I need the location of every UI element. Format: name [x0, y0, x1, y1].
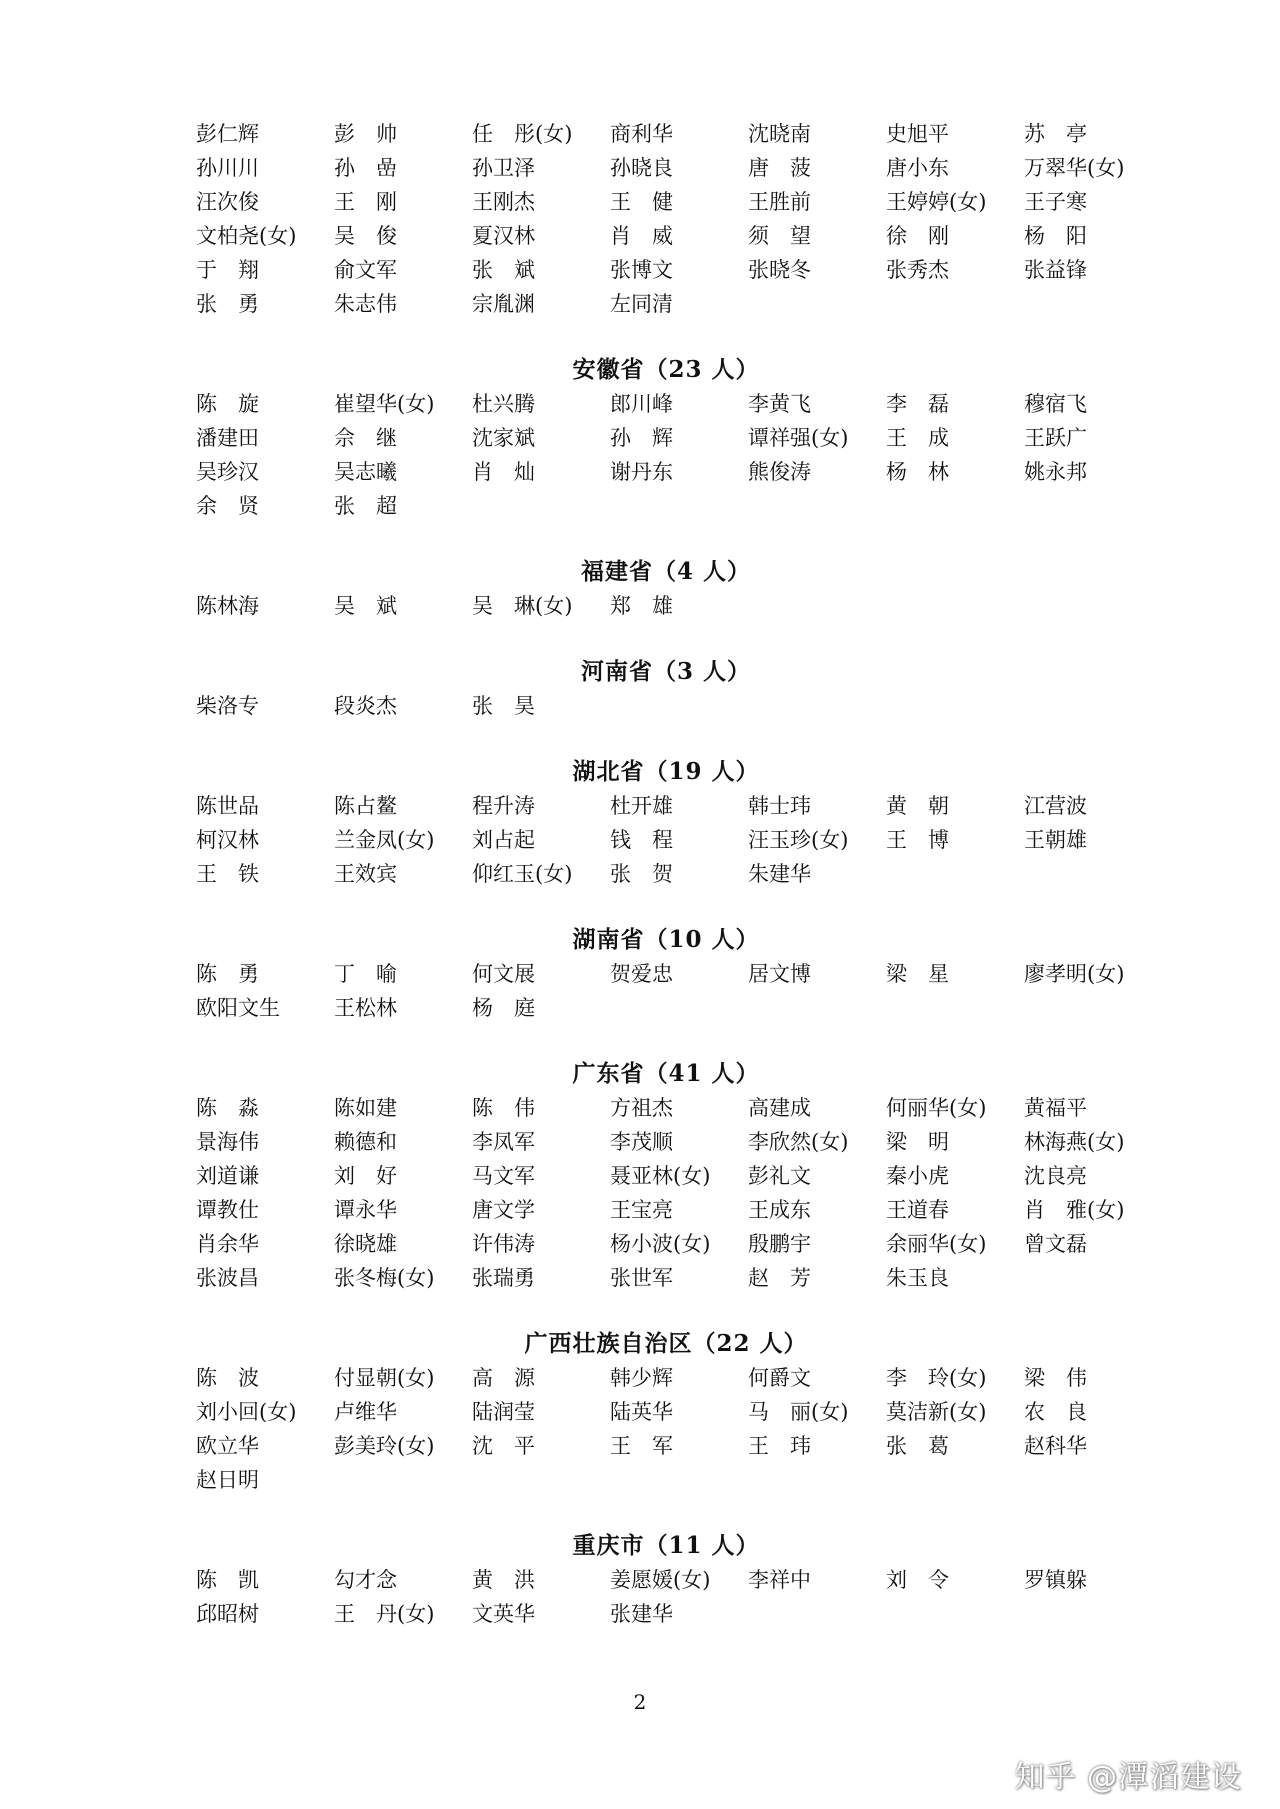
person-name: 王成东: [748, 1198, 811, 1222]
person-name: 吴志曦: [334, 460, 397, 484]
name-row: [196, 857, 1176, 891]
person-name: 刘道谦: [196, 1164, 259, 1188]
person-name: 潘建田: [196, 426, 259, 450]
person-name: 陈 波: [196, 1366, 259, 1390]
name-row: [196, 689, 1176, 723]
person-name: 张冬梅(女): [334, 1266, 435, 1290]
name-row: [196, 219, 1176, 253]
person-name: 唐 菠: [748, 156, 811, 180]
province-section: [196, 755, 1176, 891]
person-name: 肖 灿: [472, 460, 535, 484]
person-name: 崔望华(女): [334, 392, 435, 416]
person-name: 杨 阳: [1024, 224, 1087, 248]
person-name: 张 斌: [472, 258, 535, 282]
person-name: 张晓冬: [748, 258, 811, 282]
person-name: 肖 威: [610, 224, 673, 248]
person-name: 陈 淼: [196, 1096, 259, 1120]
name-row: [196, 1463, 1176, 1497]
name-row: [196, 1361, 1176, 1395]
person-name: 刘占起: [472, 828, 535, 852]
person-name: 陈世品: [196, 794, 259, 818]
person-name: 贺爱忠: [610, 962, 673, 986]
person-name: 刘小回(女): [196, 1400, 297, 1424]
person-name: 沈 平: [472, 1434, 535, 1458]
person-name: 李祥中: [748, 1568, 811, 1592]
name-row: [196, 957, 1176, 991]
person-name: 汪次俊: [196, 190, 259, 214]
name-row: [196, 1193, 1176, 1227]
person-name: 李茂顺: [610, 1130, 673, 1154]
person-name: 彭 帅: [334, 122, 397, 146]
watermark: 知乎 @潭滔建设: [1014, 1760, 1242, 1795]
person-name: 吴 斌: [334, 594, 397, 618]
person-name: 韩士玮: [748, 794, 811, 818]
person-name: 李 磊: [886, 392, 949, 416]
person-name: 李 玲(女): [886, 1366, 987, 1390]
person-name: 杨小波(女): [610, 1232, 711, 1256]
person-name: 马文军: [472, 1164, 535, 1188]
person-name: 付显朝(女): [334, 1366, 435, 1390]
person-name: 陆英华: [610, 1400, 673, 1424]
person-name: 韩少辉: [610, 1366, 673, 1390]
person-name: 何丽华(女): [886, 1096, 987, 1120]
person-name: 孙 辉: [610, 426, 673, 450]
person-name: 陈如建: [334, 1096, 397, 1120]
person-name: 朱玉良: [886, 1266, 949, 1290]
person-name: 李黄飞: [748, 392, 811, 416]
person-name: 俞文军: [334, 258, 397, 282]
person-name: 丁 喻: [334, 962, 397, 986]
person-name: 王 刚: [334, 190, 397, 214]
person-name: 勾才念: [334, 1568, 397, 1592]
person-name: 任 彤(女): [472, 122, 573, 146]
person-name: 孙晓良: [610, 156, 673, 180]
person-name: 张世军: [610, 1266, 673, 1290]
person-name: 王 博: [886, 828, 949, 852]
name-row: [196, 253, 1176, 287]
person-name: 于 翔: [196, 258, 259, 282]
person-name: 吴 俊: [334, 224, 397, 248]
province-section: [196, 1327, 1176, 1497]
person-name: 杜开雄: [610, 794, 673, 818]
person-name: 谭教仕: [196, 1198, 259, 1222]
province-section: [196, 655, 1176, 723]
person-name: 陈 旋: [196, 392, 259, 416]
name-row: [196, 1227, 1176, 1261]
person-name: 宗胤渊: [472, 292, 535, 316]
person-name: 王宝亮: [610, 1198, 673, 1222]
person-name: 刘 好: [334, 1164, 397, 1188]
person-name: 梁 明: [886, 1130, 949, 1154]
person-name: 彭仁辉: [196, 122, 259, 146]
person-name: 居文博: [748, 962, 811, 986]
person-name: 张 超: [334, 494, 397, 518]
person-name: 朱建华: [748, 862, 811, 886]
person-name: 陆润莹: [472, 1400, 535, 1424]
person-name: 高建成: [748, 1096, 811, 1120]
person-name: 曾文磊: [1024, 1232, 1087, 1256]
person-name: 余 贤: [196, 494, 259, 518]
person-name: 林海燕(女): [1024, 1130, 1125, 1154]
person-name: 唐文学: [472, 1198, 535, 1222]
person-name: 沈晓南: [748, 122, 811, 146]
person-name: 肖 雅(女): [1024, 1198, 1125, 1222]
person-name: 吴 琳(女): [472, 594, 573, 618]
person-name: 赵科华: [1024, 1434, 1087, 1458]
person-name: 许伟涛: [472, 1232, 535, 1256]
person-name: 唐小东: [886, 156, 949, 180]
person-name: 张博文: [610, 258, 673, 282]
person-name: 郎川峰: [610, 392, 673, 416]
person-name: 郑 雄: [610, 594, 673, 618]
name-row: [196, 991, 1176, 1025]
section-heading: 湖北省（19 人）: [572, 758, 760, 785]
section-heading: 安徽省（23 人）: [572, 356, 760, 383]
person-name: 王 健: [610, 190, 673, 214]
person-name: 秦小虎: [886, 1164, 949, 1188]
person-name: 赵日明: [196, 1468, 259, 1492]
person-name: 王婷婷(女): [886, 190, 987, 214]
person-name: 王 军: [610, 1434, 673, 1458]
person-name: 张 葛: [886, 1434, 949, 1458]
person-name: 夏汉林: [472, 224, 535, 248]
person-name: 景海伟: [196, 1130, 259, 1154]
person-name: 张波昌: [196, 1266, 259, 1290]
person-name: 陈 凯: [196, 1568, 259, 1592]
province-section: [196, 555, 1176, 623]
person-name: 杜兴腾: [472, 392, 535, 416]
person-name: 王松林: [334, 996, 397, 1020]
name-row: [196, 1597, 1176, 1631]
person-name: 王 玮: [748, 1434, 811, 1458]
person-name: 陈占鳌: [334, 794, 397, 818]
name-row: [196, 117, 1176, 151]
person-name: 张瑞勇: [472, 1266, 535, 1290]
person-name: 熊俊涛: [748, 460, 811, 484]
person-name: 陈 伟: [472, 1096, 535, 1120]
person-name: 罗镇躲: [1024, 1568, 1087, 1592]
name-row: [196, 151, 1176, 185]
person-name: 程升涛: [472, 794, 535, 818]
person-name: 杨 林: [886, 460, 949, 484]
person-name: 万翠华(女): [1024, 156, 1125, 180]
province-section: [196, 353, 1176, 523]
person-name: 肖余华: [196, 1232, 259, 1256]
document-body: [196, 117, 1176, 1631]
person-name: 佘 继: [334, 426, 397, 450]
person-name: 赵 芳: [748, 1266, 811, 1290]
person-name: 沈家斌: [472, 426, 535, 450]
person-name: 谢丹东: [610, 460, 673, 484]
person-name: 梁 星: [886, 962, 949, 986]
person-name: 卢维华: [334, 1400, 397, 1424]
person-name: 孙 嵒: [334, 156, 397, 180]
person-name: 王刚杰: [472, 190, 535, 214]
person-name: 欧立华: [196, 1434, 259, 1458]
province-section: [196, 923, 1176, 1025]
person-name: 谭祥强(女): [748, 426, 849, 450]
person-name: 王效宾: [334, 862, 397, 886]
person-name: 兰金凤(女): [334, 828, 435, 852]
person-name: 王胜前: [748, 190, 811, 214]
person-name: 文柏尧(女): [196, 224, 297, 248]
person-name: 聂亚林(女): [610, 1164, 711, 1188]
person-name: 江营波: [1024, 794, 1087, 818]
person-name: 黄 朝: [886, 794, 949, 818]
person-name: 王跃广: [1024, 426, 1087, 450]
person-name: 仰红玉(女): [472, 862, 573, 886]
name-row: [196, 455, 1176, 489]
person-name: 莫洁新(女): [886, 1400, 987, 1424]
section-heading: 福建省（4 人）: [580, 558, 751, 585]
name-row: [196, 1395, 1176, 1429]
person-name: 廖孝明(女): [1024, 962, 1125, 986]
person-name: 商利华: [610, 122, 673, 146]
person-name: 姚永邦: [1024, 460, 1087, 484]
name-row: [196, 421, 1176, 455]
person-name: 吴珍汉: [196, 460, 259, 484]
name-row: [196, 1563, 1176, 1597]
person-name: 高 源: [472, 1366, 535, 1390]
person-name: 方祖杰: [610, 1096, 673, 1120]
person-name: 欧阳文生: [196, 996, 280, 1020]
person-name: 徐 刚: [886, 224, 949, 248]
province-section: [196, 1057, 1176, 1295]
person-name: 张 勇: [196, 292, 259, 316]
person-name: 黄福平: [1024, 1096, 1087, 1120]
name-row: [196, 1261, 1176, 1295]
person-name: 王 成: [886, 426, 949, 450]
person-name: 王 丹(女): [334, 1602, 435, 1626]
person-name: 何文展: [472, 962, 535, 986]
section-heading: 河南省（3 人）: [580, 658, 751, 685]
person-name: 穆宿飞: [1024, 392, 1087, 416]
person-name: 柯汉林: [196, 828, 259, 852]
person-name: 张秀杰: [886, 258, 949, 282]
name-row: [196, 1091, 1176, 1125]
province-section: [196, 1529, 1176, 1631]
name-row: [196, 287, 1176, 321]
person-name: 张 昊: [472, 694, 535, 718]
name-row: [196, 1429, 1176, 1463]
person-name: 须 望: [748, 224, 811, 248]
person-name: 殷鹏宇: [748, 1232, 811, 1256]
person-name: 王道春: [886, 1198, 949, 1222]
name-row: [196, 1159, 1176, 1193]
person-name: 段炎杰: [334, 694, 397, 718]
person-name: 余丽华(女): [886, 1232, 987, 1256]
person-name: 徐晓雄: [334, 1232, 397, 1256]
person-name: 钱 程: [610, 828, 673, 852]
person-name: 王朝雄: [1024, 828, 1087, 852]
name-row: [196, 823, 1176, 857]
person-name: 孙卫泽: [472, 156, 535, 180]
person-name: 张益锋: [1024, 258, 1087, 282]
section-heading: 广东省（41 人）: [572, 1060, 760, 1087]
person-name: 张 贺: [610, 862, 673, 886]
person-name: 彭美玲(女): [334, 1434, 435, 1458]
person-name: 张建华: [610, 1602, 673, 1626]
person-name: 汪玉珍(女): [748, 828, 849, 852]
person-name: 刘 令: [886, 1568, 949, 1592]
person-name: 梁 伟: [1024, 1366, 1087, 1390]
section-heading: 广西壮族自治区（22 人）: [524, 1330, 808, 1357]
person-name: 姜愿媛(女): [610, 1568, 711, 1592]
name-row: [196, 1125, 1176, 1159]
page-number: 2: [633, 1690, 647, 1714]
person-name: 农 良: [1024, 1400, 1087, 1424]
person-name: 史旭平: [886, 122, 949, 146]
person-name: 邱昭树: [196, 1602, 259, 1626]
name-row: [196, 387, 1176, 421]
person-name: 王子寒: [1024, 190, 1087, 214]
person-name: 朱志伟: [334, 292, 397, 316]
name-row: [196, 789, 1176, 823]
name-row: [196, 589, 1176, 623]
person-name: 谭永华: [334, 1198, 397, 1222]
person-name: 柴洛专: [196, 694, 259, 718]
person-name: 彭礼文: [748, 1164, 811, 1188]
person-name: 杨 庭: [472, 996, 535, 1020]
person-name: 文英华: [472, 1602, 535, 1626]
person-name: 苏 亭: [1024, 122, 1087, 146]
person-name: 李欣然(女): [748, 1130, 849, 1154]
name-row: [196, 489, 1176, 523]
person-name: 孙川川: [196, 156, 259, 180]
person-name: 陈 勇: [196, 962, 259, 986]
person-name: 黄 洪: [472, 1568, 535, 1592]
section-heading: 湖南省（10 人）: [572, 926, 760, 953]
province-section: [196, 117, 1176, 321]
person-name: 赖德和: [334, 1130, 397, 1154]
name-row: [196, 185, 1176, 219]
person-name: 马 丽(女): [748, 1400, 849, 1424]
person-name: 陈林海: [196, 594, 259, 618]
person-name: 李凤军: [472, 1130, 535, 1154]
person-name: 王 铁: [196, 862, 259, 886]
person-name: 何爵文: [748, 1366, 811, 1390]
section-heading: 重庆市（11 人）: [572, 1532, 760, 1559]
person-name: 左同清: [610, 292, 673, 316]
person-name: 沈良亮: [1024, 1164, 1087, 1188]
